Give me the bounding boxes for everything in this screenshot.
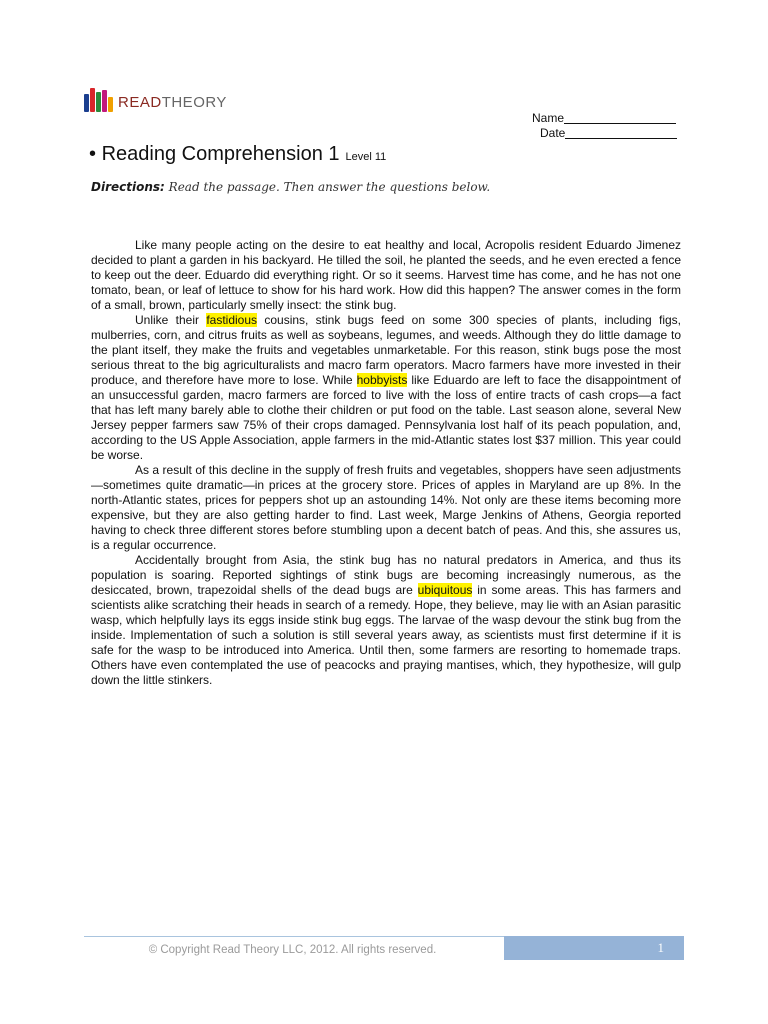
name-date-block <box>532 111 677 141</box>
p4-text-a: Accidentally brought from Asia, the stink bug has no natural predators in America, and thus its population is soaring. Reported sightings of stink bugs are becoming increasingly numerous, as the desiccated, brown, trapezoidal shells of the dead bugs are <box>91 553 681 597</box>
highlight-fastidious: fastidious <box>206 313 258 327</box>
highlight-ubiquitous: ubiquitous <box>417 583 473 597</box>
p4-text-b: in some areas. This has farmers and scientists alike scratching their heads in search of a remedy. Hope, they believe, may lie with an Asian parasitic wasp, which helpfully lays its eggs inside stink bug eggs. The larvae of the wasp devour the stink bug from the inside. Implementation of such a solution is still several years away, as scientists must first determine if it is safe for the wasp to be introduced into America. Until then, some farmers are resorting to homemade traps. Others have even contemplated the use of peacocks and praying mantises, which, they hypothesize, will gulp down the little stinkers. <box>91 583 681 687</box>
paragraph-4 <box>91 553 681 688</box>
page-title <box>89 142 386 169</box>
reading-passage <box>91 238 681 688</box>
books-logo-icon <box>84 86 114 112</box>
brand-theory: THEORY <box>161 94 227 111</box>
paragraph-1: Like many people acting on the desire to eat healthy and local, Acropolis resident Eduardo Jimenez decided to plant a garden in his backyard. He tilled the soil, he planted the seeds, and he even erected a fence to keep out the deer. Eduardo did everything right. Or so it seems. Harvest time has come, and he has not one tomato, bean, or leaf of lettuce to show for his hard work. How did this happen? The answer comes in the form of a small, brown, particularly smelly insect: the stink bug. <box>91 238 681 312</box>
copyright-text: © Copyright Read Theory LLC, 2012. All rights reserved. <box>148 944 437 956</box>
title-text: Reading Comprehension 1 <box>101 143 340 165</box>
highlight-hobbyists: hobbyists <box>356 373 408 387</box>
brand-read: READ <box>118 94 162 111</box>
date-row <box>532 126 677 141</box>
level-label: Level 11 <box>345 151 387 163</box>
readtheory-logo <box>84 86 227 112</box>
name-blank-line[interactable] <box>564 123 676 124</box>
paragraph-2 <box>91 313 681 463</box>
title-bullet: • <box>89 143 97 165</box>
date-blank-line[interactable] <box>565 138 677 139</box>
directions-text: Read the passage. Then answer the questions below. <box>168 180 491 194</box>
p2-text-a: Unlike their <box>135 313 207 327</box>
date-label: Date <box>540 126 566 140</box>
directions-label: Directions: <box>91 180 165 194</box>
paragraph-3: As a result of this decline in the supply of fresh fruits and vegetables, shoppers have seen adjustments—sometimes quite dramatic—in prices at the grocery store. Prices of apples in Maryland are up 8%. In the north-Atlantic states, prices for peppers shot up an astounding 14%. Not only are these items becoming more expensive, but they are also getting harder to find. Last week, Marge Jenkins of Athens, Georgia reported having to check three different stores before stumbling upon a decent batch of peas. And this, she assures us, is a regular occurrence. <box>91 463 681 552</box>
page-number: 1 <box>657 940 664 955</box>
brand-name <box>118 95 227 112</box>
p2-text-c: like Eduardo are left to face the disappointment of an unsuccessful garden, macro farmers are forced to live with the loss of entire tracts of cash crops—a fact that has left many barely able to clothe their children or put food on the table. Last season alone, several New Jersey pepper farmers saw 75% of their crops damaged. Pennsylvania lost half of its peach population, and, according to the US Apple Association, apple farmers in the mid-Atlantic states lost $37 million. This year could be worse. <box>91 373 681 462</box>
page-number-box <box>504 936 684 960</box>
name-row <box>532 111 677 126</box>
name-label: Name <box>532 111 565 125</box>
p2-text-b: cousins, stink bugs feed on some 300 species of plants, including figs, mulberries, corn, and citrus fruits as well as soybeans, legumes, and weeds. Although they do little damage to the plant itself, they make the fruits and vegetables unmarketable. For this reason, stink bugs pose the most serious threat to the big agriculturalists and macro farm operators. Macro farmers have more invested in their produce, and therefore have more to lose. While <box>91 313 682 387</box>
directions <box>91 180 490 194</box>
